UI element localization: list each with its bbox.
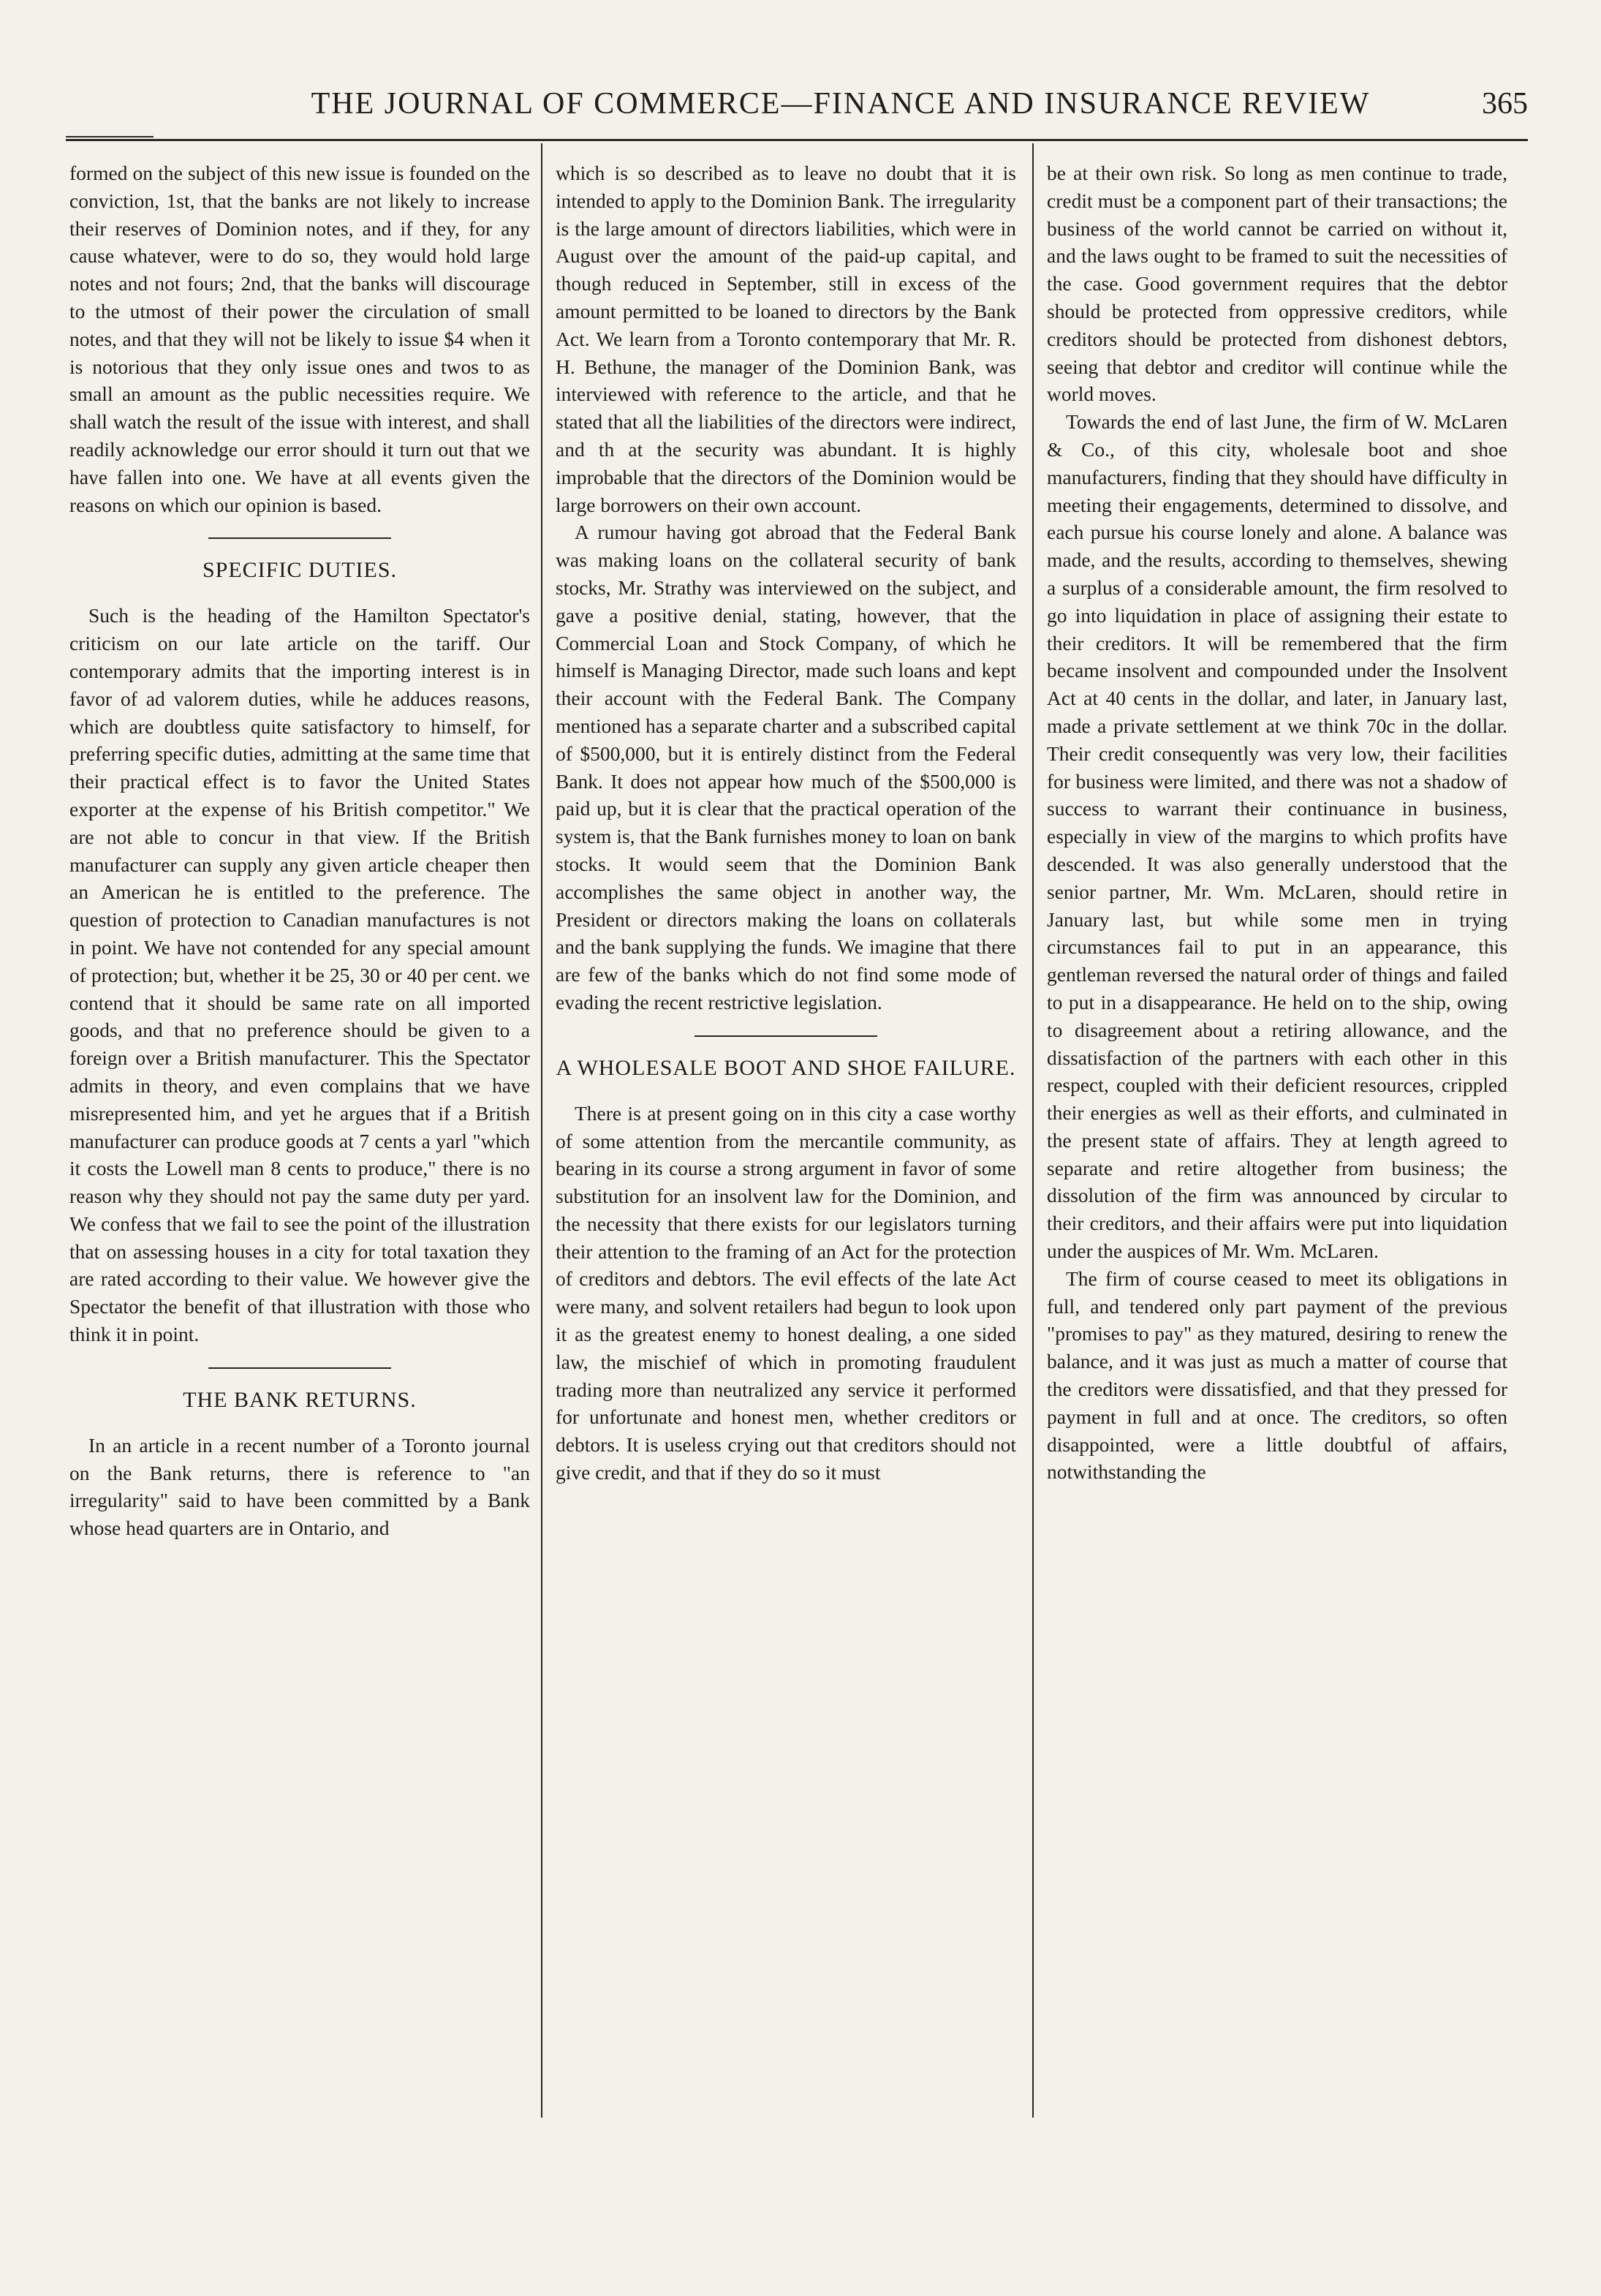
journal-title: THE JOURNAL OF COMMERCE—FINANCE AND INSURANCE REVIEW	[311, 87, 1371, 121]
column-1	[69, 159, 530, 1542]
section-separator	[694, 1035, 877, 1037]
heading-bank-returns: THE BANK RETURNS.	[183, 1387, 417, 1412]
section-separator	[208, 537, 391, 539]
heading-specific-duties: SPECIFIC DUTIES.	[202, 558, 398, 583]
paragraph-dominion-bank: which is so described as to leave no doubt that it is intended to apply to the Dominion Bank. The irregularity is the large amount of directors liabilities, which were in August over the amount of the paid-up capital, and though reduced in September, still in excess of the amount permitted to be loaned to directors by the Bank Act. We learn from a Toronto contemporary that Mr. R. H. Bethune, the manager of the Dominion Bank, was interviewed with reference to the article, and that he stated that all the liabilities of the directors were indirect, and th at the security was abundant. It is highly improbable that the directors of the Dominion would be large borrowers on their own account.	[556, 162, 1016, 516]
paragraph-credit: be at their own risk. So long as men continue to trade, credit must be a component part of their transactions; the business of the world cannot be carried on without it, and the laws ought to be framed to suit the necessities of the case. Good government requires that the debtor should be protected from oppressive creditors, while creditors should be protected from dishonest debtors, seeing that debtor and creditor will continue while the world moves.	[1047, 162, 1507, 406]
paragraph-specific-duties: Such is the heading of the Hamilton Spectator's criticism on our late article on the tariff. Our contemporary admits that the importing interest is in favor of ad valorem duties, while he adduces reasons, which are doubtless quite satisfactory to himself, for preferring specific duties, admitting at the same time that their practical effect is to favor the United States exporter at the expense of his British competitor." We are not able to concur in that view. If the British manufacturer can supply any given article cheaper then an American he is entitled to the preference. The question of protection to Canadian manufactures is not in point. We have not contended for any special amount of protection; but, whether it be 25, 30 or 40 per cent. we contend that it should be same rate on all imported goods, and that no preference should be given to a foreign over a British manufacturer. This the Spectator admits in theory, and even complains that we have misrepresented him, and yet he argues that if a British manufacturer can produce goods at 7 cents a yarl "which it costs the Lowell man 8 cents to produce," there is no reason why they should not pay the same duty per yard. We confess that we fail to see the point of the illustration that on assessing houses in a city for total taxation they are rated according to their value. We however give the Spectator the benefit of that illustration with those who think it in point.	[69, 604, 530, 1346]
paragraph-federal-bank: A rumour having got abroad that the Federal Bank was making loans on the collateral security of bank stocks, Mr. Strathy was interviewed on the subject, and gave a positive denial, stating, however, that the Commercial Loan and Stock Company, of which he himself is Managing Director, made such loans and kept their account with the Federal Bank. The Company mentioned has a separate charter and a subscribed capital of $500,000, but it is entirely distinct from the Federal Bank. It does not appear how much of the $500,000 is paid up, but it is clear that the practical operation of the system is, that the Bank furnishes money to loan on bank stocks. It would seem that the Dominion Bank accomplishes the same object in another way, the President or directors making the loans on collaterals and the bank supplying the funds. We imagine that there are few of the banks which do not find some mode of evading the recent restrictive legislation.	[556, 521, 1016, 1013]
header-rule-accent	[66, 136, 154, 137]
page-number: 365	[1482, 87, 1528, 121]
column-rule-1	[541, 143, 542, 2118]
paragraph-notes-issue: formed on the subject of this new issue is founded on the conviction, 1st, that the banks are not likely to increase their reserves of Dominion notes, and if they, for any cause whatever, were to do so, they would hold large notes and not fours; 2nd, that the banks will discourage to the utmost of their power the circulation of small notes, and that they will not be likely to issue $4 when it is notorious that they only issue ones and twos to as small an amount as the public necessities require. We shall watch the result of the issue with interest, and shall readily acknowledge our error should it turn out that we have fallen into one. We have at all events given the reasons on which our opinion is based.	[69, 162, 530, 516]
section-separator	[208, 1367, 391, 1369]
paragraph-mclaren-firm: Towards the end of last June, the firm of W. McLaren & Co., of this city, wholesale boot and shoe manufacturers, finding that they should have difficulty in meeting their engagements, determined to dissolve, and each pursue his course lonely and alone. A balance was made, and the results, according to themselves, shewing a surplus of a considerable amount, the firm resolved to go into liquidation in place of assigning their estate to their creditors. It will be remembered that the firm became insolvent and compounded under the Insolvent Act at 40 cents in the dollar, and later, in January last, made a private settlement at we think 70c in the dollar. Their credit consequently was very low, their facilities for business were limited, and there was not a shadow of success to warrant their continuance in business, especially in view of the margins to which profits have descended. It was also generally understood that the senior partner, Mr. Wm. McLaren, should retire in January last, but while some men in trying circumstances fail to put in an appearance, this gentleman reversed the natural order of things and failed to put in a disappearance. He held on to the ship, owing to disagreement about a retiring allowance, and the dissatisfaction of the partners with each other in this respect, coupled with their deficient resources, crippled their energies as well as their efforts, and culminated in the present state of affairs. They at length agreed to separate and retire altogether from business; the dissolution of the firm was announced by circular to their creditors, and their affairs were put into liquidation under the auspices of Mr. Wm. McLaren.	[1047, 410, 1507, 1263]
column-2	[556, 159, 1016, 1487]
paragraph-bank-returns: In an article in a recent number of a Toronto journal on the Bank returns, there is reference to "an irregularity" said to have been committed by a Bank whose head quarters are in Ontario, and	[69, 1433, 530, 1540]
column-rule-2	[1032, 143, 1034, 2118]
header-rule	[66, 139, 1528, 141]
running-head	[66, 86, 1528, 130]
column-3	[1047, 159, 1507, 1486]
paragraph-insolvent-law: There is at present going on in this city a case worthy of some attention from the mercantile community, as bearing in its course a strong argument in favor of some substitution for an insolvent law for the Dominion, and the necessity that there exists for our legislators turning their attention to the framing of an Act for the protection of creditors and debtors. The evil effects of the late Act were many, and solvent retailers had begun to look upon it as the greatest enemy to honest dealing, a one sided law, the mischief of which in promoting fraudulent trading more than neutralized any service it performed for unfortunate and honest men, whether creditors or debtors. It is useless crying out that creditors should not give credit, and that if they do so it must	[556, 1101, 1016, 1484]
paragraph-creditors: The firm of course ceased to meet its obligations in full, and tendered only part payment of the previous "promises to pay" as they matured, desiring to renew the balance, and it was just as much a matter of course that the creditors were dissatisfied, and that they pressed for payment in full and at once. The creditors, so often disappointed, were a little doubtful of affairs, notwithstanding the	[1047, 1266, 1507, 1484]
heading-boot-shoe-failure: A WHOLESALE BOOT AND SHOE FAILURE.	[556, 1055, 1016, 1080]
